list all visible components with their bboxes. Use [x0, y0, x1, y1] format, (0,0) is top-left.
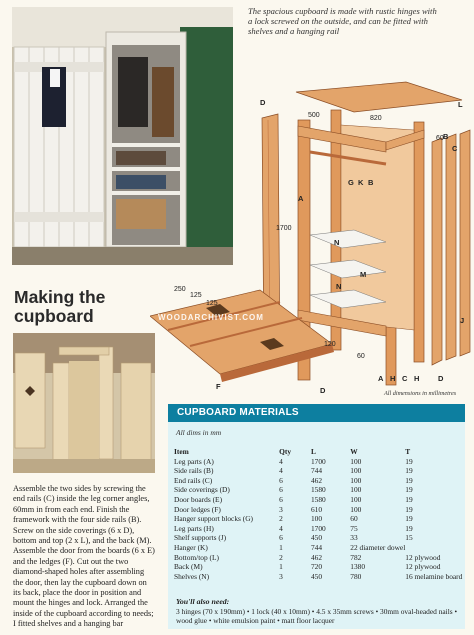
diagram-label-h: H [390, 374, 396, 383]
table-row [174, 495, 465, 505]
dim-125-a: 125 [190, 292, 202, 299]
table-cell: 100 [350, 456, 362, 466]
dim-125-b: 125 [206, 300, 218, 307]
table-cell: Leg parts (H) [174, 523, 214, 533]
diagram-label-l: L [458, 100, 463, 109]
door-label-f: F [216, 382, 221, 391]
table-cell: 15 [405, 533, 413, 543]
table-row [174, 524, 465, 534]
table-cell: 2 [279, 552, 283, 562]
table-row [174, 466, 465, 476]
table-cell: Shelf supports (J) [174, 533, 227, 543]
table-cell: 462 [310, 475, 323, 485]
heading-line-2: cupboard [14, 306, 94, 326]
diagram-label-n2: N [336, 282, 342, 291]
col-w: W [350, 447, 358, 456]
dim-250: 250 [174, 286, 186, 293]
table-cell: 19 [405, 475, 413, 485]
photo-frame-assembly [13, 333, 155, 473]
materials-table-body [174, 457, 465, 582]
table-row [174, 572, 465, 582]
table-cell: 1700 [310, 523, 326, 533]
diagram-label-c: C [452, 144, 458, 153]
table-cell [405, 543, 465, 553]
table-cell: Side rails (B) [174, 466, 214, 476]
dim-500: 500 [308, 112, 320, 119]
diagram-label-h2: H [414, 374, 420, 383]
table-row [174, 543, 465, 553]
table-cell: 4 [279, 466, 283, 476]
dim-120: 120 [324, 341, 336, 348]
also-need-title: You'll also need: [176, 597, 230, 606]
diagram-label-k: K [358, 178, 364, 187]
top-caption: The spacious cupboard is made with rustic hinges with a lock screwed on the outside, and can be fitted with shelves and a hanging rail [248, 6, 437, 37]
table-cell: 6 [279, 475, 283, 485]
table-row [174, 505, 465, 515]
table-cell: 19 [405, 514, 413, 524]
table-cell: 1580 [310, 485, 326, 495]
table-cell: 19 [405, 494, 413, 504]
diagram-label-d: D [260, 98, 266, 107]
table-row [174, 562, 465, 572]
table-cell: Shelves (N) [174, 571, 210, 581]
table-cell: 16 melamine board [405, 571, 463, 581]
table-header-row [174, 447, 465, 457]
table-cell: 19 [405, 504, 413, 514]
col-t: T [405, 447, 411, 456]
table-cell: 22 diameter dowel [350, 542, 406, 552]
table-row [174, 514, 465, 524]
door-diagram [150, 282, 336, 396]
table-cell: 6 [279, 485, 283, 495]
table-cell: 3 [279, 571, 283, 581]
dim-60-top: 60 [436, 135, 444, 142]
table-cell: 12 plywood [405, 552, 441, 562]
table-cell: 3 [279, 504, 283, 514]
materials-panel [168, 404, 465, 629]
table-row [174, 457, 465, 467]
photo-finished-cupboard [12, 7, 233, 265]
diagram-label-n1: N [334, 238, 340, 247]
table-cell: 610 [310, 504, 323, 514]
table-cell: Door boards (E) [174, 494, 223, 504]
table-cell: 1380 [350, 562, 366, 572]
table-cell: 100 [310, 514, 323, 524]
table-cell: Back (M) [174, 562, 203, 572]
materials-header [168, 404, 465, 422]
table-cell: 720 [310, 562, 323, 572]
also-need-text: 3 hinges (70 x 190mm) • 1 lock (40 x 10mm) • 4.5 x 35mm screws • 30mm oval-headed nails • wood glue • white emulsion paint • matt floor lacquer [176, 607, 458, 625]
table-cell: 100 [350, 475, 362, 485]
table-cell: 462 [310, 552, 323, 562]
table-row [174, 476, 465, 486]
table-cell: Hanger support blocks (G) [174, 514, 254, 524]
table-cell: 1 [279, 542, 283, 552]
table-cell: 6 [279, 494, 283, 504]
table-cell: Hanger (K) [174, 542, 208, 552]
table-cell: 744 [310, 466, 323, 476]
table-cell: 6 [279, 533, 283, 543]
table-cell: 2 [279, 514, 283, 524]
table-cell: 450 [310, 571, 323, 581]
instructions-text: Assemble the two sides by screwing the end rails (C) inside the leg corner angles, 60mm in from each end. Finish the framework with the four side rails (B). Screw on the side coverings (6 x D), bottom and top (2 x L), and the back (M). Assemble the door from the boards (6 x E) and the ledges (F). Cut out the two diamond-shaped holes after assembling the door, then lay the cupboard down on its back, place the door in position and mount the hinges and lock. Arranged the inside of the cupboard according to needs; I fitted shelves and a hanging bar [13, 484, 155, 629]
table-cell: 782 [350, 552, 362, 562]
table-cell: 19 [405, 523, 413, 533]
table-row [174, 533, 465, 543]
frame-photo-illustration [13, 333, 155, 473]
table-cell: End rails (C) [174, 475, 213, 485]
table-cell: 1 [279, 562, 283, 572]
watermark: WOODARCHIVIST.COM [158, 313, 264, 322]
table-row [174, 553, 465, 563]
col-l: L [310, 447, 316, 456]
diagram-label-g: G [348, 178, 354, 187]
diagram-label-d2: D [438, 374, 444, 383]
table-cell: Bottom/top (L) [174, 552, 219, 562]
table-cell: 60 [350, 514, 358, 524]
table-cell: 780 [350, 571, 362, 581]
diagram-label-a: A [298, 194, 304, 203]
table-cell: 744 [310, 542, 323, 552]
table-cell: 75 [350, 523, 358, 533]
table-cell: 19 [405, 456, 413, 466]
table-cell: 12 plywood [405, 562, 441, 572]
dimensions-note: All dimensions in millimetres [384, 390, 457, 397]
materials-note: All dims in mm [176, 428, 222, 437]
diagram-label-c2: C [402, 374, 408, 383]
door-label-e: D [320, 386, 326, 395]
diagram-label-j: J [460, 316, 465, 325]
table-cell: 450 [310, 533, 323, 543]
table-cell: 100 [350, 485, 362, 495]
diagram-label-a2: A [378, 374, 384, 383]
cupboard-photo-illustration [12, 7, 233, 265]
section-heading [14, 288, 105, 326]
dim-60-bottom: 60 [357, 353, 365, 360]
col-qty: Qty [279, 447, 292, 456]
table-cell: 100 [350, 494, 362, 504]
dim-820: 820 [370, 115, 382, 122]
table-cell: 1580 [310, 494, 326, 504]
col-item: Item [174, 447, 189, 456]
materials-title: CUPBOARD MATERIALS [177, 407, 299, 418]
table-cell: 19 [405, 466, 413, 476]
table-cell: Side coverings (D) [174, 485, 230, 495]
heading-line-1: Making the [14, 287, 106, 307]
table-cell: 33 [350, 533, 358, 543]
diagram-label-m: M [360, 270, 367, 279]
table-cell: 100 [350, 466, 362, 476]
table-row [174, 485, 465, 495]
table-cell: Leg parts (A) [174, 456, 214, 466]
table-cell: 19 [405, 485, 413, 495]
table-cell: 1700 [310, 456, 326, 466]
table-cell: Door ledges (F) [174, 504, 221, 514]
dim-1700: 1700 [276, 225, 292, 232]
diagram-label-b2: B [368, 178, 374, 187]
materials-table [174, 447, 465, 581]
table-cell: 4 [279, 456, 283, 466]
door-diagram-svg [150, 282, 336, 396]
diagram-label-b: B [443, 132, 449, 141]
table-cell: 100 [350, 504, 362, 514]
table-cell: 4 [279, 523, 283, 533]
